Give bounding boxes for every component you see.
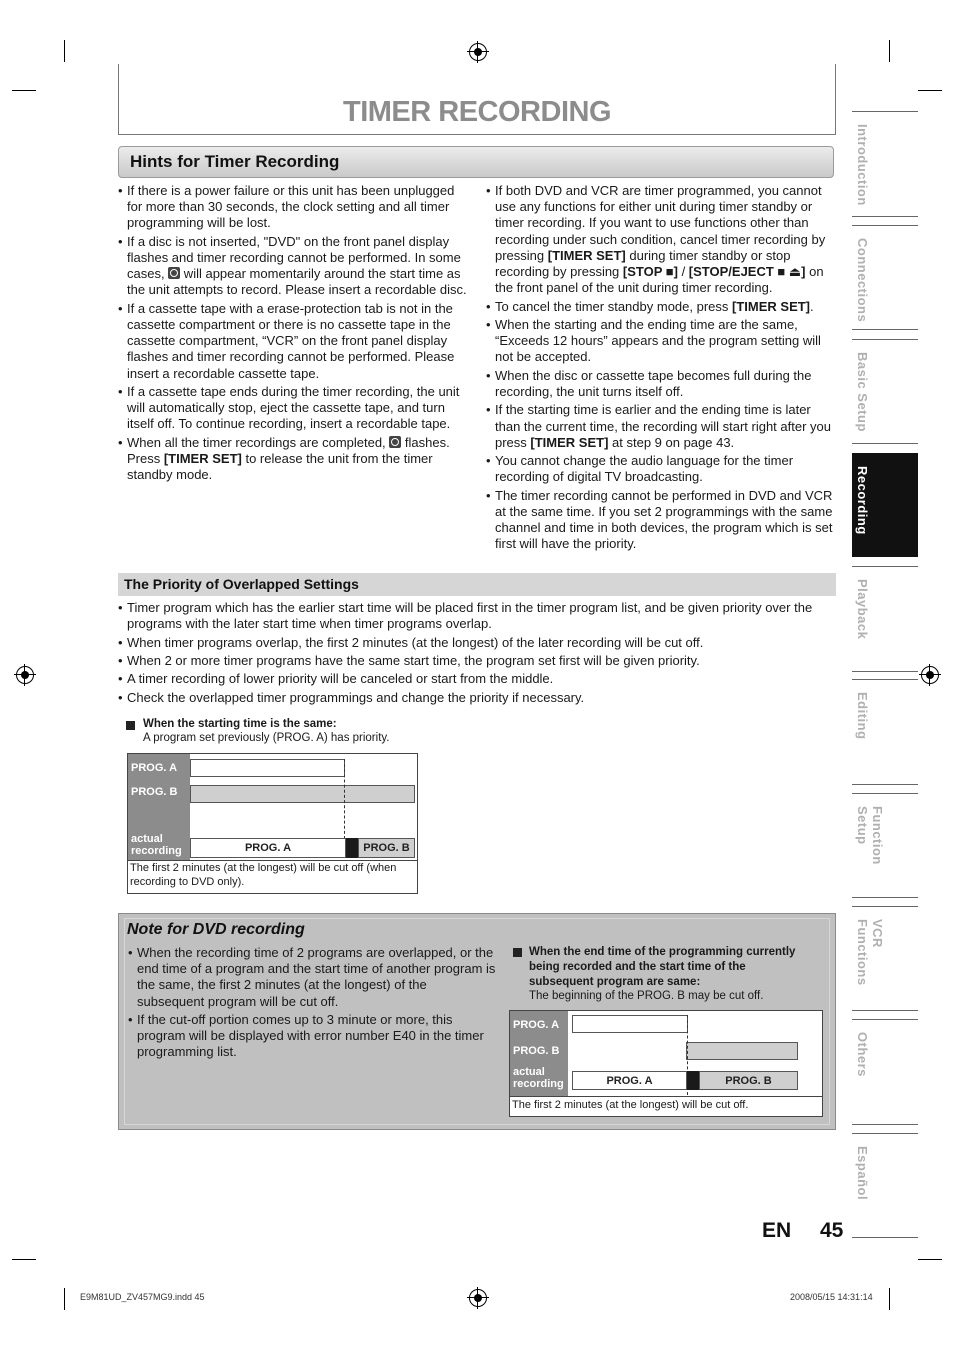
- list-item: • Check the overlapped timer programmings and change the priority if necessary.: [118, 690, 836, 706]
- tab-others[interactable]: Others: [852, 1019, 918, 1125]
- cut-line: [344, 759, 345, 839]
- timer-icon: [168, 267, 180, 279]
- crop-mark: [64, 1288, 65, 1310]
- timer-diagram-end-start: [509, 1010, 823, 1117]
- registration-mark-icon: [921, 666, 939, 684]
- priority-list: [118, 600, 836, 708]
- list-item: • If a cassette tape with a erase-protection tab is not in the cassette compartment or there is no cassette tape in the cassette compartment, “VCR” on the front panel display flashes and timer recording cannot be performed. Please insert a recordable cassette tape.: [118, 301, 470, 382]
- tab-editing[interactable]: Editing: [852, 679, 918, 785]
- list-item: • If there is a power failure or this unit has been unplugged for more than 30 seconds, the clock setting and all timer programming will be lost.: [118, 183, 470, 232]
- timer-icon: [389, 436, 401, 448]
- list-item: • A timer recording of lower priority will be canceled or start from the middle.: [118, 671, 836, 687]
- same-start-note: [126, 718, 456, 745]
- crop-mark: [12, 1259, 36, 1260]
- page-number: 45: [820, 1219, 844, 1242]
- diagram-label-prog-a: PROG. A: [131, 762, 178, 774]
- diagram-label-prog-b: PROG. B: [131, 786, 178, 798]
- tab-playback[interactable]: Playback: [852, 566, 918, 672]
- list-item: • When the starting and the ending time are the same, “Exceeds 12 hours” appears and the program setting will not be accepted.: [486, 317, 836, 366]
- diagram-label-actual: actual recording: [513, 1066, 564, 1090]
- crop-mark: [918, 1259, 942, 1260]
- tab-connections[interactable]: Connections: [852, 225, 918, 330]
- title-frame: [118, 64, 836, 135]
- page-title: TIMER RECORDING: [343, 96, 611, 128]
- registration-mark-icon: [469, 43, 487, 61]
- list-item: • When all the timer recordings are completed, flashes. Press [TIMER SET] to release the unit from the timer standby mode.: [118, 435, 470, 484]
- list-item: • To cancel the timer standby mode, press [TIMER SET].: [486, 299, 836, 315]
- footer-file: E9M81UD_ZV457MG9.indd 45: [80, 1292, 205, 1302]
- diagram-label-prog-a: PROG. A: [513, 1019, 560, 1031]
- list-item: • If the starting time is earlier and the ending time is later than the current time, the recording will start right after you press [TIMER SET] at step 9 on page 43.: [486, 402, 836, 451]
- list-item: • If a cassette tape ends during the timer recording, the unit will automatically stop, eject the cassette tape, and turn itself off. To continue recording, insert a recordable tape.: [118, 384, 470, 433]
- tab-vcr-functions[interactable]: VCR Functions: [852, 906, 918, 1011]
- end-time-desc: The beginning of the PROG. B may be cut off.: [529, 990, 764, 1002]
- hints-heading: Hints for Timer Recording: [130, 152, 340, 171]
- list-item: • When 2 or more timer programs have the same start time, the program set first will be given priority.: [118, 653, 836, 669]
- crop-mark: [64, 40, 65, 62]
- list-item: • If a disc is not inserted, "DVD" on the front panel display flashes and timer recording cannot be performed. In some cases, will appear momentarily around the start time as the unit attempts to record. Please insert a recordable disc.: [118, 234, 470, 299]
- diagram-caption: The first 2 minutes (at the longest) will be cut off.: [512, 1099, 749, 1111]
- list-item: • When timer programs overlap, the first 2 minutes (at the longest) of the later recording will be cut off.: [118, 635, 836, 651]
- crop-mark: [889, 40, 890, 62]
- same-start-title: When the starting time is the same:: [143, 718, 337, 730]
- list-item: • You cannot change the audio language for the timer recording of digital TV broadcasting.: [486, 453, 836, 485]
- tab-basic-setup[interactable]: Basic Setup: [852, 339, 918, 444]
- list-item: • When the recording time of 2 programs are overlapped, or the end time of a program and the start time of another program is the same, the first 2 minutes (at the longest) of the subsequent program will be cut off.: [128, 945, 496, 1010]
- diagram-divider: [510, 1096, 822, 1097]
- prog-b-bar: [190, 785, 415, 803]
- end-time-title: When the end time of the programming currently being recorded and the start time of the subsequent program are same:: [529, 946, 796, 988]
- crop-mark: [889, 1288, 890, 1310]
- list-item: • When the disc or cassette tape becomes full during the recording, the unit turns itself off.: [486, 368, 836, 400]
- note-heading: Note for DVD recording: [127, 921, 305, 938]
- language-label: EN: [762, 1219, 792, 1242]
- timer-diagram-same-start: [127, 753, 418, 894]
- hints-heading-bar: [118, 146, 834, 178]
- cut-off-block: [687, 1071, 699, 1090]
- diagram-label-prog-b: PROG. B: [513, 1045, 560, 1057]
- footer-timestamp: 2008/05/15 14:31:14: [790, 1292, 873, 1302]
- registration-mark-icon: [469, 1289, 487, 1307]
- tab-function-setup[interactable]: Function Setup: [852, 793, 918, 898]
- diagram-label-actual: actual recording: [131, 833, 182, 857]
- end-time-note: [513, 945, 813, 1004]
- list-item: • If both DVD and VCR are timer programmed, you cannot use any functions for either unit during timer standby or timer recording. If you want to use functions other than recording under such condition, cancel timer recording by pressing [TIMER SET] during timer standby or stop recording by pressing [STOP ■] / [STOP/EJECT ■ ⏏] on the front panel of the unit during timer recording.: [486, 183, 836, 296]
- actual-prog-a-cell: PROG. A: [572, 1071, 687, 1090]
- square-bullet-icon: [513, 948, 522, 957]
- diagram-caption: The first 2 minutes (at the longest) will be cut off (when recording to DVD only).: [130, 862, 397, 888]
- prog-b-bar: [686, 1042, 798, 1060]
- priority-heading-bar: [118, 573, 836, 596]
- actual-prog-b-cell: PROG. B: [699, 1071, 798, 1090]
- registration-mark-icon: [16, 666, 34, 684]
- tab-recording[interactable]: Recording: [852, 453, 918, 557]
- priority-heading: The Priority of Overlapped Settings: [124, 576, 359, 592]
- same-start-desc: A program set previously (PROG. A) has priority.: [143, 731, 390, 744]
- actual-prog-b-cell: PROG. B: [358, 838, 415, 858]
- list-item: • The timer recording cannot be performed in DVD and VCR at the same time. If you set 2 programmings with the same channel and time in both devices, the program which is set first will have the priority.: [486, 488, 836, 553]
- cut-off-block: [346, 838, 358, 858]
- crop-mark: [12, 90, 36, 91]
- note-list: [128, 945, 496, 1063]
- square-bullet-icon: [126, 721, 135, 730]
- list-item: • If the cut-off portion comes up to 3 minute or more, this program will be displayed with error number E40 in the timer programming list.: [128, 1012, 496, 1061]
- tab-espanol[interactable]: Español: [852, 1133, 918, 1238]
- list-item: • Timer program which has the earlier start time will be placed first in the timer program list, and be given priority over the programs with the later start time when timer programs overlap.: [118, 600, 836, 632]
- prog-a-bar: [572, 1015, 688, 1033]
- actual-prog-a-cell: PROG. A: [190, 838, 346, 858]
- diagram-divider: [128, 860, 417, 861]
- note-box: [118, 913, 836, 1130]
- hints-left-column: [118, 183, 470, 486]
- tab-introduction[interactable]: Introduction: [852, 111, 918, 217]
- hints-right-column: [486, 183, 836, 555]
- crop-mark: [918, 90, 942, 91]
- prog-a-bar: [190, 759, 345, 777]
